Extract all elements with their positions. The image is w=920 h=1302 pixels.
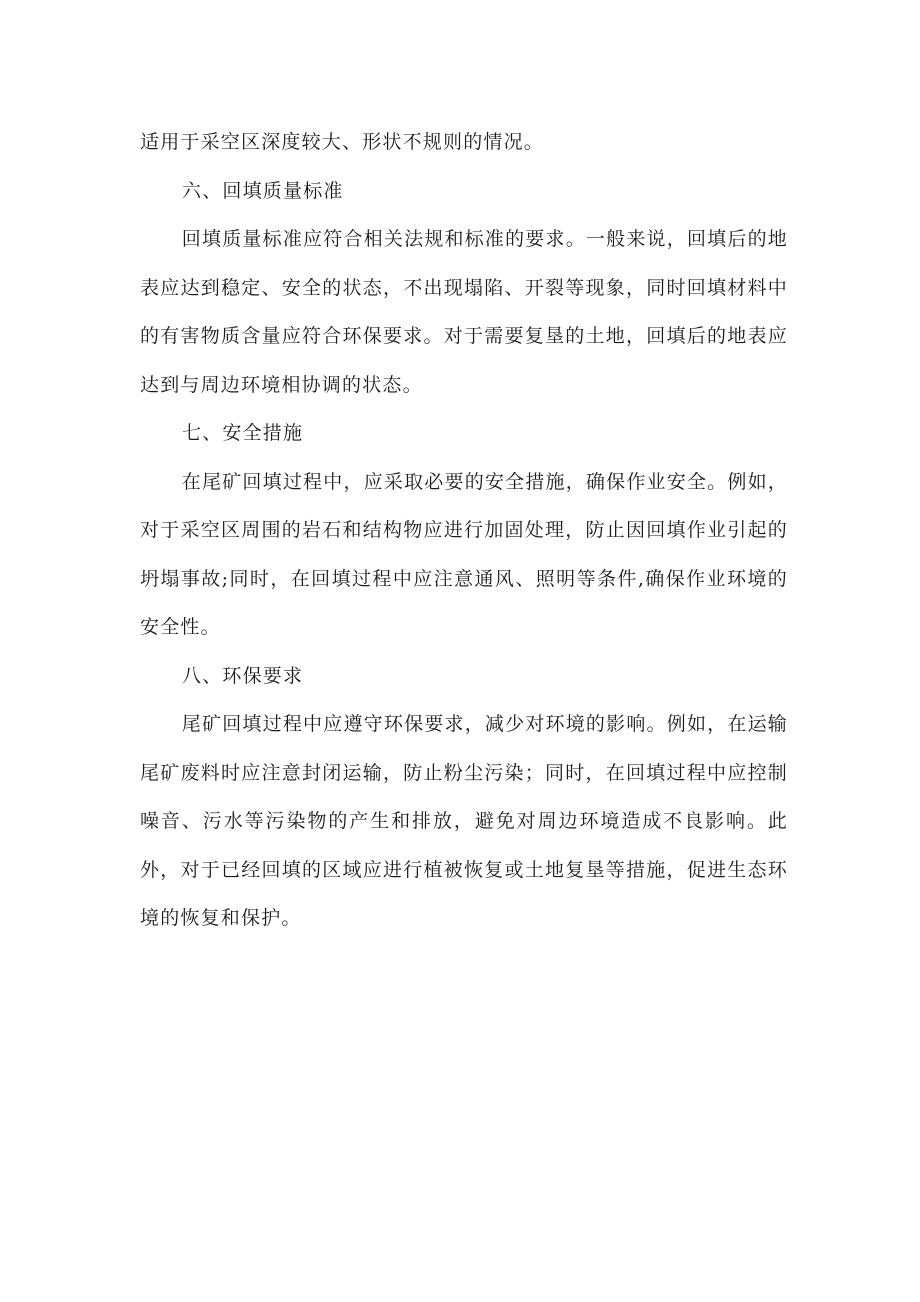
paragraph-continued: 适用于采空区深度较大、形状不规则的情况。 [140, 131, 545, 153]
paragraph-quality-standard: 回填质量标准应符合相关法规和标准的要求。一般来说，回填后的地表应达到稳定、安全的状态，不出现塌陷、开裂等现象，同时回填材料中的有害物质含量应符合环保要求。对于需要复垦的土地，回填后的地表应达到与周边环境相协调的状态。 [140, 228, 788, 396]
paragraph-safety-measures: 在尾矿回填过程中，应采取必要的安全措施，确保作业安全。例如，对于采空区周围的岩石和结构物应进行加固处理，防止因回填作业引起的坍塌事故;同时，在回填过程中应注意通风、照明等条件,确保作业环境的安全性。 [140, 470, 788, 638]
section-heading-6: 六、回填质量标准 [182, 179, 344, 202]
document-page [140, 118, 788, 943]
paragraph-environmental-requirements: 尾矿回填过程中应遵守环保要求，减少对环境的影响。例如，在运输尾矿废料时应注意封闭运输，防止粉尘污染；同时，在回填过程中应控制噪音、污水等污染物的产生和排放，避免对周边环境造成不良影响。此外，对于已经回填的区域应进行植被恢复或土地复垦等措施，促进生态环境的恢复和保护。 [140, 713, 788, 929]
section-heading-8: 八、环保要求 [182, 664, 304, 687]
section-heading-7: 七、安全措施 [182, 422, 304, 444]
